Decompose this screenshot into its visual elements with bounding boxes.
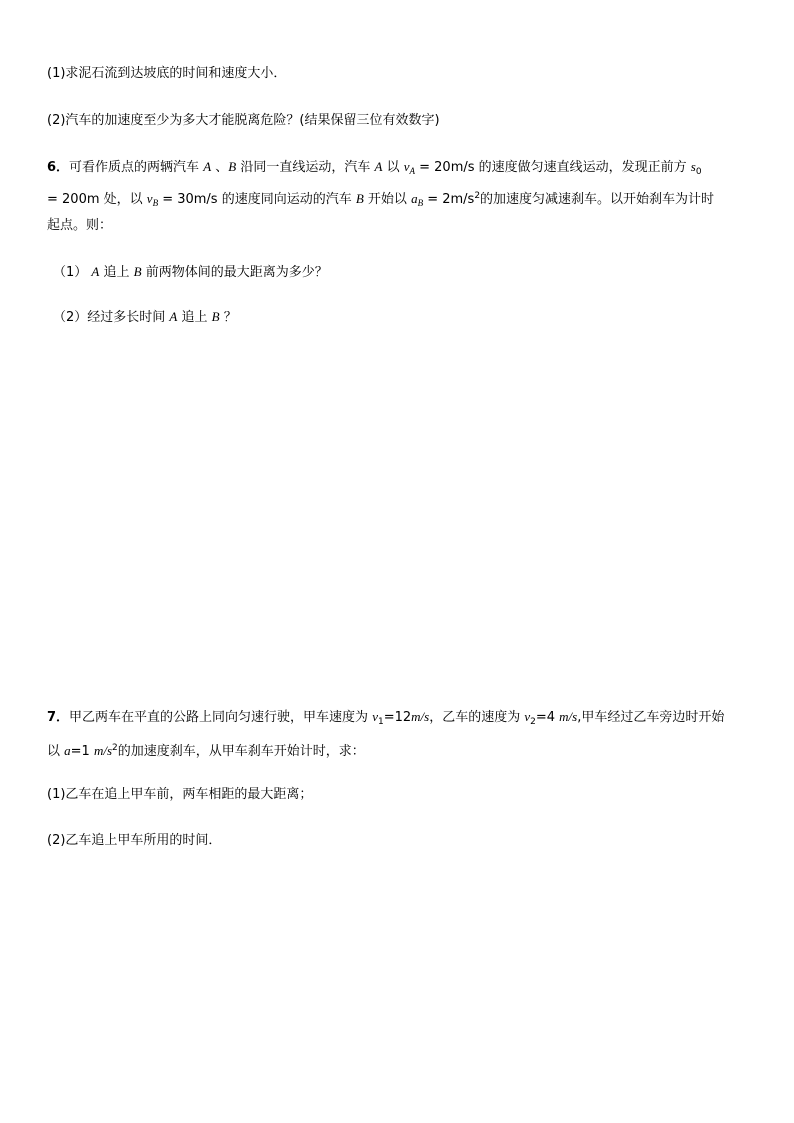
q6-text: 可看作质点的两辆汽车 [69, 160, 204, 175]
q6-superscript-2: 2 [474, 191, 481, 201]
q7-unit: m/s [93, 743, 112, 758]
q6-var-B: B [133, 264, 142, 279]
q7-text: ,甲车经过乙车旁边时开始 [577, 710, 725, 725]
q6-var-B: B [228, 159, 237, 174]
q6-part1-label: （1） [53, 265, 92, 280]
q7-line1 [47, 708, 724, 731]
q7-var-v: v [372, 709, 378, 724]
q6-var-B: B [355, 191, 364, 206]
q6-line1 [47, 158, 702, 181]
q6-var-A: A [169, 309, 178, 324]
q6-part2 [53, 308, 237, 327]
q7-part2: (2)乙车追上甲车所用的时间． [47, 833, 222, 848]
q7-text: 以 [47, 744, 65, 759]
q7-line2 [47, 739, 365, 761]
q6-text: 追上 [99, 265, 134, 280]
q6-text: = 200m 处，以 [47, 192, 147, 207]
q6-sub-B: B [152, 198, 159, 208]
q6-sub-A: A [409, 166, 415, 176]
q7-sub-2: 2 [530, 717, 536, 727]
q7-unit: m/s [559, 709, 578, 724]
q6-text: 以 [382, 160, 404, 175]
q6-var-B: B [211, 309, 220, 324]
q5-part1: (1)求泥石流到达坡底的时间和速度大小． [47, 66, 287, 81]
q6-var-A: A [374, 159, 383, 174]
q6-text: 沿同一直线运动，汽车 [236, 160, 375, 175]
q6-var-A: A [203, 159, 212, 174]
q6-text: = 30m/s 的速度同向运动的汽车 [158, 192, 356, 207]
q6-text: 开始以 [363, 192, 412, 207]
q6-part2-label: （2）经过多长时间 [53, 310, 170, 325]
q6-var-v: v [146, 191, 153, 206]
q7-text: ，乙车的速度为 [429, 710, 525, 725]
q6-var-A: A [91, 264, 100, 279]
q6-number: 6． [47, 160, 70, 175]
q6-text: 、 [211, 160, 229, 175]
q6-var-a: a [411, 191, 418, 206]
q6-sub-0: 0 [695, 167, 702, 177]
q7-number: 7． [47, 710, 70, 725]
q7-sub-1: 1 [377, 717, 384, 727]
q7-part1: (1)乙车在追上甲车前，两车相距的最大距离； [47, 787, 313, 802]
q6-part1 [53, 263, 328, 282]
q6-text: 追上 [177, 310, 212, 325]
q5-part2: (2)汽车的加速度至少为多大才能脱离危险？(结果保留三位有效数字) [47, 113, 440, 128]
q7-superscript-2: 2 [112, 743, 118, 753]
q7-var-v: v [524, 709, 531, 724]
q6-var-v: v [403, 159, 410, 174]
q7-text: =1 [70, 744, 94, 759]
q6-sub-B: B [417, 198, 424, 208]
q6-text: = 2m/s [423, 192, 475, 207]
q7-text: 的加速度刹车，从甲车刹车开始计时，求： [117, 744, 365, 759]
q6-line3: 起点。则： [47, 218, 113, 233]
q6-text: 前两物体间的最大距离为多少？ [141, 265, 328, 280]
q7-text: 甲乙两车在平直的公路上同向匀速行驶，甲车速度为 [69, 710, 373, 725]
q6-line2 [47, 187, 714, 212]
q7-text: =12 [383, 710, 412, 725]
q7-text: =4 [535, 710, 560, 725]
q6-text: 的加速度匀减速刹车。以开始刹车为计时 [480, 192, 715, 207]
q6-text: ？ [219, 310, 237, 325]
q7-var-a: a [64, 743, 71, 758]
q6-var-s: s [690, 159, 696, 174]
q7-unit: m/s [411, 709, 430, 724]
q6-text: = 20m/s 的速度做匀速直线运动，发现正前方 [415, 160, 691, 175]
